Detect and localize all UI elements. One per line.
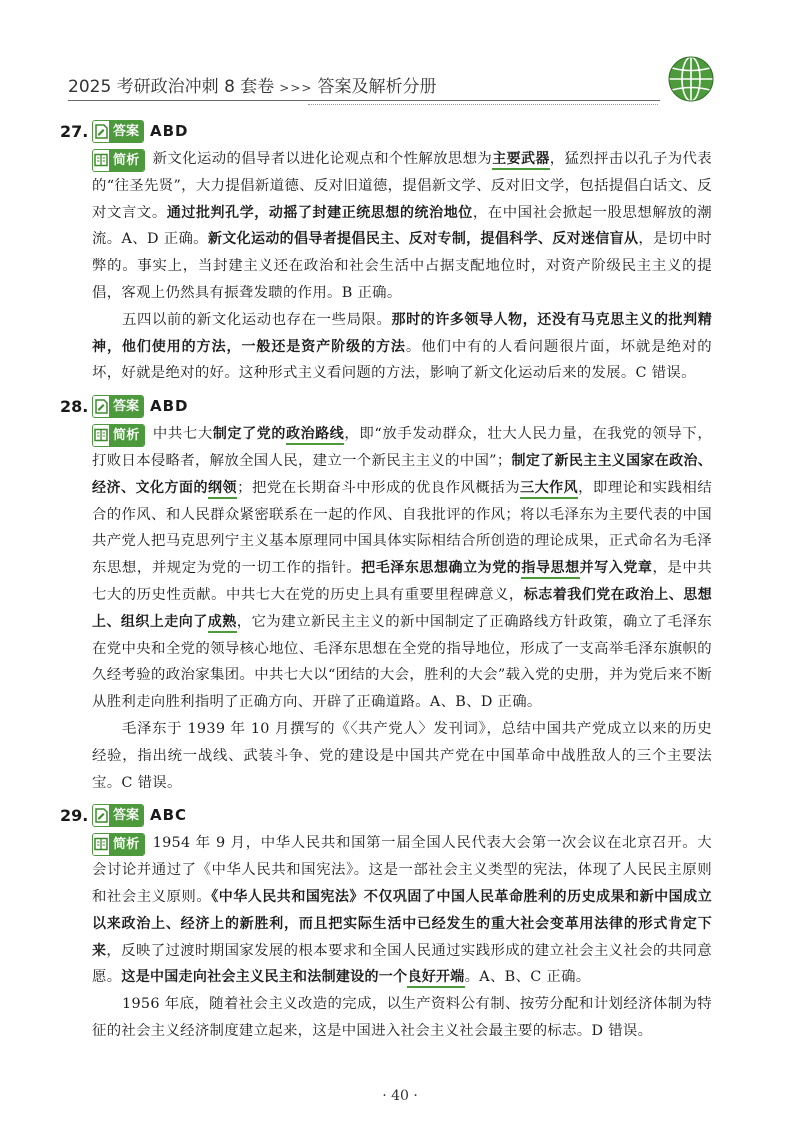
body-text: ，即“放手发动群众，壮大人民力量，在我党的领导下，打败日本侵略者，解放全国人民，建立一个新民主主义的中国”； xyxy=(92,426,713,469)
pen-icon xyxy=(93,396,109,417)
key-point-text: 这是中国走向社会主义民主和法制建设的一个 xyxy=(121,969,408,986)
key-term xyxy=(286,426,344,445)
analysis-label: 简析 xyxy=(109,425,144,446)
body-text: ，它为建立新民主主义的新中国制定了正确路线方针政策，确立了毛泽东在党中央和全党的领导核心地位、毛泽东思想在全党的指导地位，形成了一支高举毛泽东旗帜的久经考验的政治家集团。中共七大以“团结的大会，胜利的大会”载入党的史册，并为党后来不断从胜利走向胜利指明了正确方向、开辟了正确道路。A、B、D 正确。 xyxy=(92,613,712,711)
key-term xyxy=(521,560,579,579)
analysis-paragraph xyxy=(92,146,712,307)
key-point-text: 那时的许多领导人物，还没有马克思主义的批判精神，他们使用的方法，一般还是资产阶级的方法 xyxy=(92,311,712,355)
answer-badge xyxy=(92,120,144,143)
body-text: 1954 年 9 月，中华人民共和国第一届全国人民代表大会第一次会议在北京召开。大会讨论并通过了《中华人民共和国宪法》。这是一部社会主义类型的宪法，体现了人民民主原则和社会主义原则。 xyxy=(92,835,712,905)
body-text: ，是切中时弊的。事实上，当封建主义还在政治和社会生活中占据支配地位时，对资产阶级民主主义的提倡，客观上仍然具有振聋发聩的作用。B 正确。 xyxy=(92,231,712,301)
body-text: ；把党在长期奋斗中形成的优良作风概括为 xyxy=(237,479,521,496)
body-text: 1956 年底，随着社会主义改造的完成，以生产资料公有制、按劳分配和计划经济体制为特征的社会主义经济制度建立起来，这是中国进入社会主义社会最主要的标志。D 错误。 xyxy=(92,996,712,1039)
question-header xyxy=(60,116,712,146)
book-title: 2025 考研政治冲刺 8 套卷 xyxy=(68,77,275,97)
body-text: 。他们中有的人看问题很片面，坏就是绝对的坏，好就是绝对的好。这种形式主义看问题的方法，影响了新文化运动后来的发展。C 错误。 xyxy=(92,338,712,382)
answer-badge xyxy=(92,395,144,418)
underlined-keyword: 成熟 xyxy=(208,614,237,633)
explanation-paragraph xyxy=(92,716,712,796)
question-number: 29. xyxy=(60,805,89,825)
underlined-keyword: 指导思想 xyxy=(521,560,579,579)
analysis-badge xyxy=(92,149,145,172)
key-point-text: 把毛泽东思想确立为党的 xyxy=(361,560,522,577)
underlined-keyword: 良好开端 xyxy=(407,969,464,988)
key-term xyxy=(520,480,578,499)
underlined-keyword: 三大作风 xyxy=(520,480,578,499)
question-header xyxy=(60,391,712,421)
body-text: ，在中国社会掀起一股思想解放的潮流。A、D 正确。 xyxy=(92,204,712,248)
key-term xyxy=(208,614,237,633)
key-term xyxy=(407,969,464,988)
key-point-text: 《中华人民共和国宪法》不仅巩固了中国人民革命胜利的历史成果和新中国成立以来政治上、经济上的新胜利，而且把实际生活中已经发生的重大社会变革用法律的形式肯定下来 xyxy=(92,888,712,959)
analysis-paragraph xyxy=(92,421,712,716)
key-point-text: 制定了党的 xyxy=(212,426,286,443)
header-arrows: >>> xyxy=(279,81,313,95)
header-rule xyxy=(68,100,660,101)
book-icon xyxy=(93,425,109,446)
underlined-keyword: 主要武器 xyxy=(492,151,549,170)
explanation-paragraph xyxy=(92,991,712,1045)
key-term xyxy=(492,151,549,170)
key-point-text: 标志着我们党在政治上、思想上、组织上走向了 xyxy=(92,586,712,630)
underlined-keyword: 政治路线 xyxy=(286,426,344,445)
body-text: ，即理论和实践相结合的作风、和人民群众紧密联系在一起的作风、自我批评的作风；将以毛泽东为主要代表的中国共产党人把马克思列宁主义基本原理同中国具体实际相结合所创造的理论成果，正式命名为毛泽东思想，并规定为党的一切工作的指针。 xyxy=(92,479,713,577)
body-text: 新文化运动的倡导者以进化论观点和个性解放思想为 xyxy=(152,151,493,167)
body-text: 毛泽东于 1939 年 10 月撰写的《〈共产党人〉发刊词》，总结中国共产党成立以来的历史经验，指出统一战线、武装斗争、党的建设是中国共产党在中国革命中战胜敌人的三个主要法宝。C 错误。 xyxy=(92,720,712,791)
page-number: · 40 · xyxy=(382,1088,418,1104)
analysis-paragraph xyxy=(92,830,712,991)
answer-content xyxy=(60,112,713,1045)
book-subtitle: 答案及解析分册 xyxy=(317,77,437,97)
body-text: ，反映了过渡时期国家发展的根本要求和全国人民通过实践形成的建立社会主义社会的共同意愿。 xyxy=(92,942,712,986)
analysis-badge xyxy=(92,833,145,856)
pen-icon xyxy=(93,121,109,142)
analysis-label: 简析 xyxy=(109,150,144,171)
key-term xyxy=(208,480,237,499)
key-point-text: 通过批判孔学，动摇了封建正统思想的统治地位 xyxy=(166,204,473,221)
body-text: ，是中共七大的历史性贡献。中共七大在党的历史上具有重要里程碑意义， xyxy=(92,560,713,603)
analysis-badge xyxy=(92,424,145,447)
key-point-text: 并写入党章 xyxy=(579,560,653,577)
key-point-text: 新文化运动的倡导者提倡民主、反对专制，提倡科学、反对迷信盲从 xyxy=(207,231,639,248)
answer-badge xyxy=(92,804,144,827)
pen-icon xyxy=(93,805,109,826)
answer-label: 答案 xyxy=(109,396,143,417)
body-text: 中共七大 xyxy=(152,426,213,443)
answer-key: ABD xyxy=(150,397,189,416)
question-number: 27. xyxy=(60,121,89,141)
body-text: 五四以前的新文化运动也存在一些局限。 xyxy=(122,311,392,328)
answer-key: ABC xyxy=(150,806,188,825)
answer-key: ABD xyxy=(150,122,189,140)
question-number: 28. xyxy=(60,396,89,416)
book-icon xyxy=(93,150,109,171)
page-header xyxy=(68,52,718,110)
book-icon xyxy=(93,834,109,855)
explanation-paragraph xyxy=(92,307,712,387)
key-point-text: 制定了新民主主义国家在政治、经济、文化方面的 xyxy=(92,452,713,496)
header-title xyxy=(68,72,436,97)
underlined-keyword: 纲领 xyxy=(208,480,237,499)
answer-label: 答案 xyxy=(109,805,143,826)
body-text: 。A、B、C 正确。 xyxy=(464,969,591,986)
body-text: ，猛烈抨击以孔子为代表的“往圣先贤”，大力提倡新道德、反对旧道德，提倡新文学、反对旧文学，包括提倡白话文、反对文言文。 xyxy=(92,151,712,221)
answer-label: 答案 xyxy=(109,121,143,142)
analysis-label: 简析 xyxy=(109,834,144,855)
globe-icon xyxy=(666,54,716,104)
header-dotted-rule xyxy=(308,104,658,105)
question-header xyxy=(60,800,712,830)
